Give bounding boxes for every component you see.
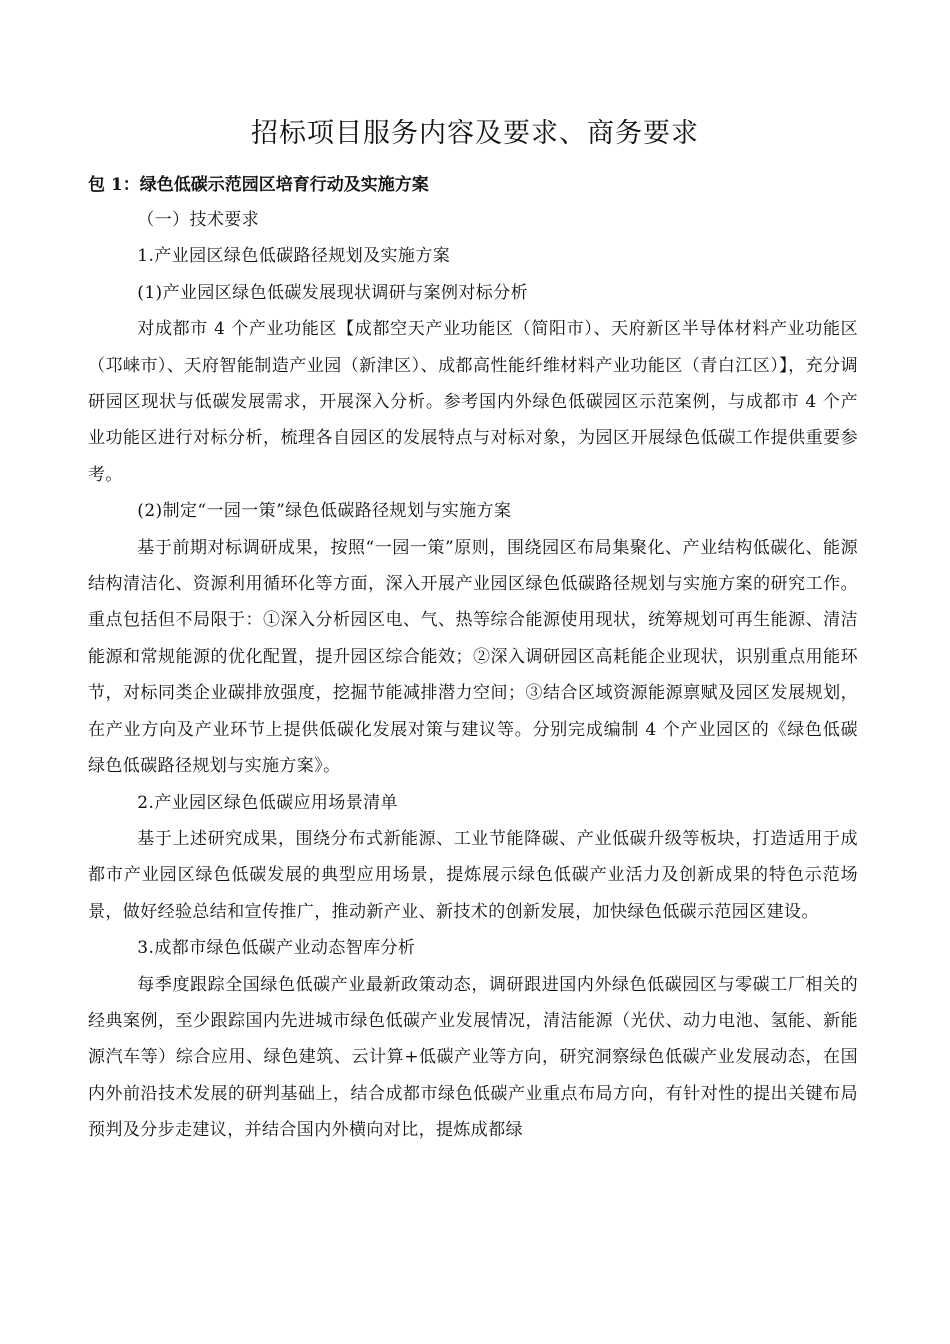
item-3-paragraph: 每季度跟踪全国绿色低碳产业最新政策动态，调研跟进国内外绿色低碳园区与零碳工厂相关的经典案例，至少跟踪国内先进城市绿色低碳产业发展情况，清洁能源（光伏、动力电池、氢能、新能源汽车等）综合应用、绿色建筑、云计算+低碳产业等方向，研究洞察绿色低碳产业发展动态，在国内外前沿技术发展的研判基础上，结合成都市绿色低碳产业重点布局方向，有针对性的提出关键布局预判及分步走建议，并结合国内外横向对比，提炼成都绿 (88, 974, 858, 1141)
section-heading-technical: （一）技术要求 (137, 210, 260, 230)
item-3-heading: 3.成都市绿色低碳产业动态智库分析 (137, 938, 416, 959)
item-1-1-paragraph: 对成都市 4 个产业功能区【成都空天产业功能区（简阳市）、天府新区半导体材料产业功能区（邛崃市）、天府智能制造产业园（新津区）、成都高性能纤维材料产业功能区（青白江区）】，充分调研园区现状与低碳发展需求，开展深入分析。参考国内外绿色低碳园区示范案例，与成都市 4 个产业功能区进行对标分析，梳理各自园区的发展特点与对标对象，为园区开展绿色低碳工作提供重要参考。 (88, 319, 858, 485)
document-title: 招标项目服务内容及要求、商务要求 (251, 118, 699, 149)
item-1-2-heading: (2)制定“一园一策”绿色低碳路径规划与实施方案 (137, 501, 512, 522)
item-1-heading: 1.产业园区绿色低碳路径规划及实施方案 (137, 246, 451, 267)
item-2-heading: 2.产业园区绿色低碳应用场景清单 (137, 792, 398, 813)
document-body (88, 202, 858, 1149)
item-2-paragraph: 基于上述研究成果，围绕分布式新能源、工业节能降碳、产业低碳升级等板块，打造适用于成都市产业园区绿色低碳发展的典型应用场景，提炼展示绿色低碳产业活力及创新成果的特色示范场景，做好经验总结和宣传推广，推动新产业、新技术的创新发展，加快绿色低碳示范园区建设。 (88, 828, 858, 922)
package-heading: 包 1：绿色低碳示范园区培育行动及实施方案 (88, 175, 429, 195)
item-1-2-paragraph: 基于前期对标调研成果，按照“一园一策”原则，围绕园区布局集聚化、产业结构低碳化、能源结构清洁化、资源利用循环化等方面，深入开展产业园区绿色低碳路径规划与实施方案的研究工作。重点包括但不局限于：①深入分析园区电、气、热等综合能源使用现状，统筹规划可再生能源、清洁能源和常规能源的优化配置，提升园区综合能效；②深入调研园区高耗能企业现状，识别重点用能环节，对标同类企业碳排放强度，挖掘节能减排潜力空间；③结合区域资源能源禀赋及园区发展规划，在产业方向及产业环节上提供低碳化发展对策与建议等。分别完成编制 4 个产业园区的《绿色低碳绿色低碳路径规划与实施方案》。 (88, 537, 858, 777)
item-1-1-heading: (1)产业园区绿色低碳发展现状调研与案例对标分析 (137, 282, 528, 303)
